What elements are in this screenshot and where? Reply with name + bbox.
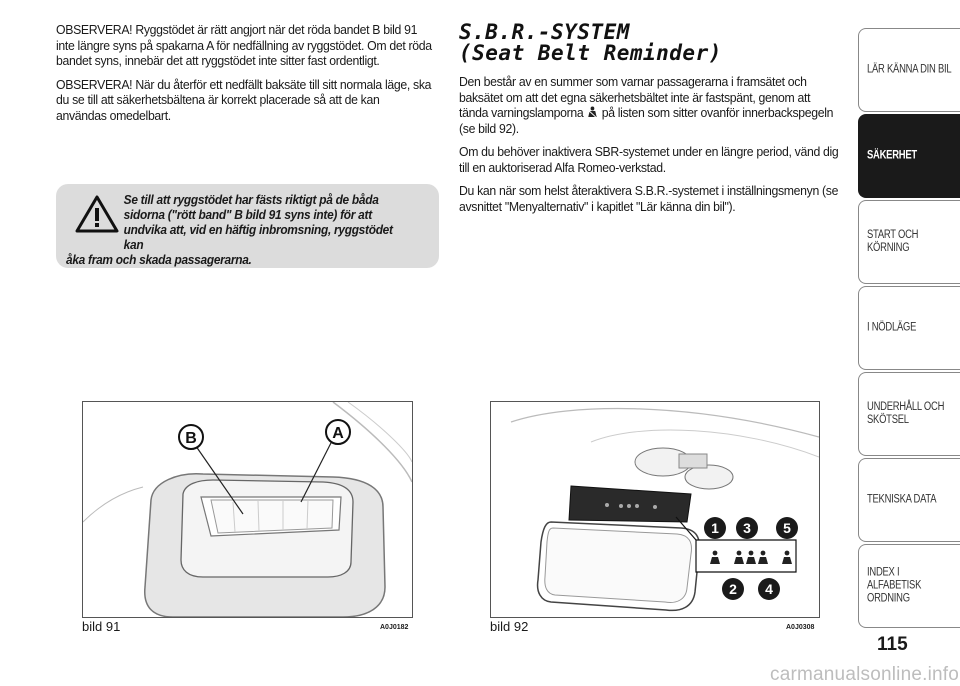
warning-line-3: undvika att, vid en häftig inbromsning, ryggstödet kan — [123, 222, 393, 252]
page-number: 115 — [877, 634, 908, 655]
warning-line-1: Se till att ryggstödet har fästs riktigt på de båda — [123, 192, 379, 207]
warning-line-4: åka fram och skada passagerarna. — [66, 252, 252, 267]
right-column — [459, 22, 841, 222]
warning-line-2: sidorna ("rött band" B bild 91 syns inte) för att — [123, 207, 372, 222]
watermark: carmanualsonline.info — [770, 664, 960, 685]
tab-sakerhet[interactable] — [858, 114, 960, 198]
tab-i-nodlage[interactable] — [858, 286, 960, 370]
observera-paragraph-1: OBSERVERA! Ryggstödet är rätt angjort när det röda bandet B bild 91 inte längre syns på spakarna A för nedfällning av ryggstödet. Om det röda bandet syns, innebär det att ryggstödet inte sitter fast ordentligt. — [56, 22, 432, 68]
label-2: 2 — [729, 581, 737, 597]
sbr-paragraph-1-part-a: Den består av en summer som varnar passagerarna i framsätet och baksätet om att det egna säkerhetsbältet inte är fastspänt, genom att tända varningslamporna — [459, 74, 811, 120]
warning-box — [56, 184, 439, 268]
label-4: 4 — [765, 581, 773, 597]
section-heading — [459, 22, 841, 64]
tab-index[interactable] — [858, 544, 960, 628]
left-column — [56, 22, 434, 131]
tab-label: INDEX I ALFABETISK ORDNING — [867, 566, 922, 605]
section-heading-line-2: (Seat Belt Reminder) — [459, 41, 722, 65]
tab-label: TEKNISKA DATA — [867, 493, 937, 506]
figure-92-caption: bild 92 — [490, 619, 529, 634]
sbr-paragraph-1 — [459, 74, 839, 136]
tab-label: I NÖDLÄGE — [867, 321, 917, 334]
tab-start-och-korning[interactable] — [858, 200, 960, 284]
figure-91-seat-lever — [82, 401, 413, 618]
figure-91-caption: bild 91 — [82, 619, 121, 634]
tab-lar-kanna-din-bil[interactable] — [858, 28, 960, 112]
sbr-paragraph-1-part-b: på listen som sitter ovanför innerbackspegeln (se bild 92). — [459, 105, 834, 136]
label-5: 5 — [783, 520, 791, 536]
label-3: 3 — [743, 520, 751, 536]
seatbelt-warning-icon — [587, 106, 599, 118]
seat-lever-illustration — [83, 402, 412, 617]
section-heading-line-1: S.B.R.-SYSTEM — [459, 20, 630, 44]
tab-label: START OCH KÖRNING — [867, 229, 919, 254]
figure-91-code: A0J0182 — [380, 624, 409, 631]
tab-label: SÄKERHET — [867, 149, 917, 162]
tab-label: UNDERHÅLL OCH SKÖTSEL — [867, 401, 945, 426]
sbr-paragraph-3: Du kan när som helst återaktivera S.B.R.-systemet i inställningsmenyn (se avsnittet "Menyalternativ" i kapitlet "Lär känna din bil"). — [459, 183, 839, 214]
tab-tekniska-data[interactable] — [858, 458, 960, 542]
label-1: 1 — [711, 520, 719, 536]
warning-text — [66, 192, 408, 267]
observera-paragraph-2: OBSERVERA! När du återför ett nedfällt baksäte till sitt normala läge, ska du se till att säkerhetsbältena är korrekt placerade så att de kan användas omedelbart. — [56, 76, 432, 123]
label-a: A — [332, 425, 344, 442]
figure-92-code: A0J0308 — [786, 624, 815, 631]
figure-92-sbr-panel — [490, 401, 820, 618]
label-b: B — [185, 430, 197, 447]
sbr-paragraph-2: Om du behöver inaktivera SBR-systemet under en längre period, vänd dig till en auktoriserad Alfa Romeo-verkstad. — [459, 144, 839, 175]
sbr-panel-illustration — [491, 402, 819, 617]
tab-underhall-och-skotsel[interactable] — [858, 372, 960, 456]
tab-label: LÄR KÄNNA DIN BIL — [867, 63, 952, 76]
